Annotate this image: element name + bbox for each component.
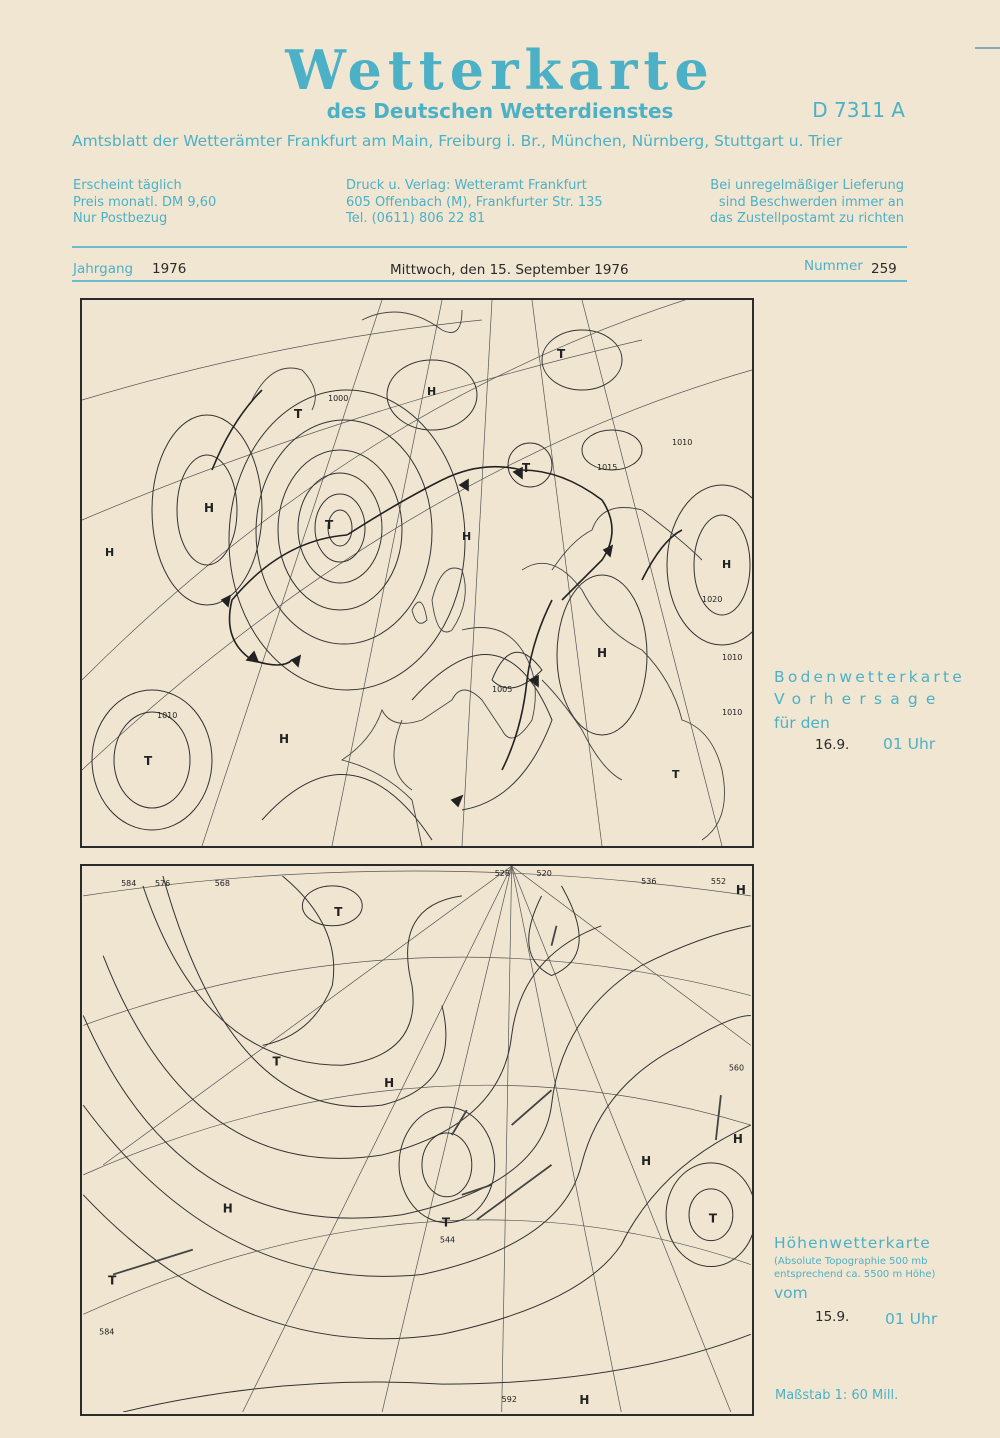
high-label: H	[641, 1153, 652, 1168]
low-label: T	[708, 1211, 718, 1226]
low-pressure-label: T	[144, 754, 153, 768]
graticule	[83, 866, 751, 1412]
info-line: sind Beschwerden immer an	[718, 194, 904, 210]
nummer-label: Nummer	[804, 258, 863, 274]
high-pressure-label: H	[427, 385, 437, 398]
complaint-info	[710, 178, 904, 228]
upper-map-drawing	[82, 866, 752, 1412]
contour-value: 584	[99, 1327, 115, 1337]
height-contours	[83, 876, 752, 1412]
contour-value: 552	[710, 876, 727, 886]
contour-value: 568	[214, 878, 230, 888]
contour-value: 520	[536, 868, 552, 878]
info-line: das Zustellpostamt zu richten	[709, 211, 904, 226]
surface-map-caption-sub: Vorhersage	[774, 690, 944, 708]
upper-map-caption-note: (Absolute Topographie 500 mb	[774, 1256, 928, 1267]
contour-value: 592	[501, 1395, 517, 1405]
info-line: Nur Postbezug	[73, 211, 168, 226]
isobar-value: 1005	[492, 685, 513, 694]
upper-map-valid-date: 15.9.	[815, 1309, 850, 1325]
high-pressure-label: H	[105, 546, 115, 559]
high-label: H	[384, 1076, 395, 1091]
isobar-value: 1010	[672, 438, 693, 447]
low-label: T	[272, 1054, 281, 1069]
subscription-info	[73, 178, 216, 228]
upper-map-caption-note: entsprechend ca. 5500 m Höhe)	[774, 1269, 936, 1280]
low-pressure-label: T	[557, 347, 566, 361]
low-label: T	[108, 1273, 117, 1288]
amtsblatt-line: Amtsblatt der Wetterämter Frankfurt am Main, Freiburg i. Br., München, Nürnberg, Stuttgart u. Trier	[72, 132, 843, 150]
info-line: Druck u. Verlag: Wetteramt Frankfurt	[346, 178, 587, 193]
contour-value: 528	[494, 868, 510, 878]
issue-date: Mittwoch, den 15. September 1976	[390, 262, 629, 278]
high-pressure-label: H	[597, 646, 608, 660]
upper-map-caption-vom: vom	[774, 1284, 808, 1302]
isobars	[92, 330, 752, 840]
info-line: Erscheint täglich	[73, 178, 182, 193]
isobar-value: 1000	[328, 394, 349, 403]
graticule	[82, 300, 752, 846]
low-label: T	[334, 904, 343, 919]
surface-map-caption-title: Bodenwetterkarte	[774, 668, 965, 686]
surface-weather-map	[80, 298, 754, 848]
low-pressure-label: T	[522, 461, 531, 475]
low-label: T	[441, 1215, 451, 1230]
low-pressure-label: T	[294, 407, 303, 421]
jahrgang-value: 1976	[152, 261, 187, 277]
isobar-value: 1020	[702, 595, 723, 604]
contour-value: 544	[439, 1235, 456, 1245]
isobar-value: 1010	[722, 708, 743, 717]
upper-map-caption-title: Höhenwetterkarte	[774, 1234, 931, 1252]
high-pressure-label: H	[204, 501, 215, 515]
high-label: H	[735, 882, 746, 897]
upper-map-valid-time: 01 Uhr	[885, 1310, 938, 1328]
contour-value: 560	[728, 1063, 745, 1073]
isobar-value: 1010	[722, 653, 743, 662]
nummer-value: 259	[871, 261, 897, 277]
high-pressure-label: H	[279, 732, 290, 746]
contour-value: 536	[641, 876, 657, 886]
wind-arrows	[113, 926, 721, 1275]
surface-map-caption-for: für den	[774, 714, 830, 732]
isobar-value: 1010	[157, 711, 178, 720]
map-labels	[99, 869, 746, 1407]
upper-air-weather-map	[80, 864, 754, 1416]
publisher-info	[346, 178, 603, 228]
contour-value: 576	[154, 878, 171, 888]
newspaper-subtitle: des Deutschen Wetterdienstes	[326, 99, 674, 123]
low-pressure-label: T	[325, 518, 334, 532]
header-rule-bottom	[72, 280, 907, 282]
info-line: Bei unregelmäßiger Lieferung	[710, 178, 904, 193]
high-label: H	[732, 1131, 743, 1146]
map-scale: Maßstab 1: 60 Mill.	[775, 1388, 899, 1403]
surface-map-valid-time: 01 Uhr	[883, 735, 936, 753]
high-label: H	[579, 1393, 590, 1408]
high-pressure-label: H	[462, 530, 472, 543]
contour-value: 584	[121, 878, 137, 888]
newspaper-title: Wetterkarte	[285, 38, 715, 102]
info-line: Preis monatl. DM 9,60	[73, 194, 217, 210]
info-line: Tel. (0611) 806 22 81	[346, 211, 486, 226]
surface-map-valid-date: 16.9.	[815, 737, 850, 753]
surface-map-drawing	[82, 300, 752, 846]
isobar-value: 1015	[597, 463, 618, 472]
high-pressure-label: H	[722, 558, 732, 571]
issue-code: D 7311 A	[812, 98, 905, 122]
header-rule-top	[72, 246, 907, 248]
info-line: 605 Offenbach (M), Frankfurter Str. 135	[346, 194, 603, 210]
low-pressure-label: T	[672, 768, 680, 781]
jahrgang-label: Jahrgang	[73, 261, 134, 277]
high-label: H	[222, 1201, 233, 1216]
